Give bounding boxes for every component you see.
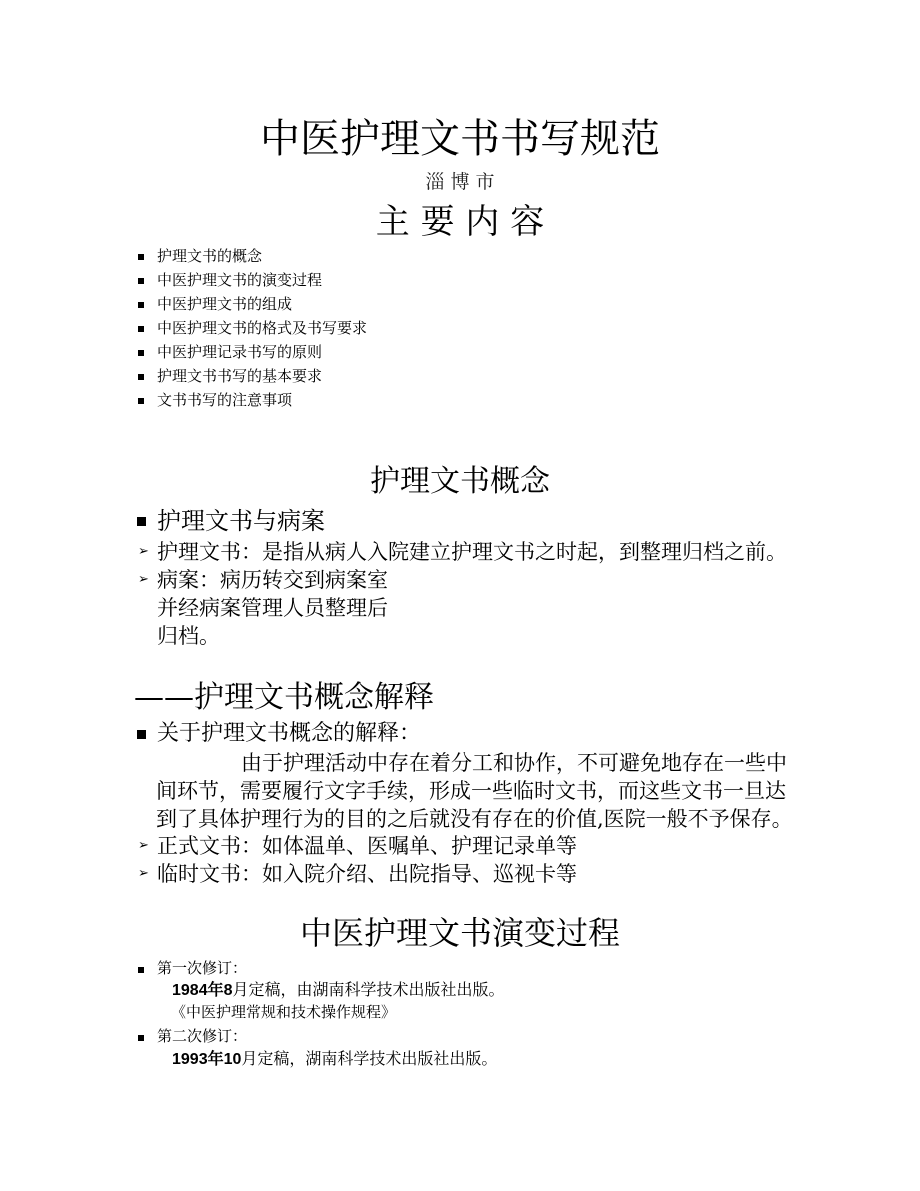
revision2-month: 10: [223, 1051, 242, 1068]
section2-paragraph-line: 到了具体护理行为的目的之后就没有存在的价值,医院一般不予保存。: [156, 807, 793, 831]
bullet-square-icon: [138, 254, 144, 260]
revision2-detail: [172, 1049, 497, 1070]
revision1-detail: [172, 980, 505, 1001]
arrow-bullet-icon: ➢: [138, 544, 149, 559]
contents-item: 护理文书的概念: [157, 247, 263, 265]
revision1-rest: 月定稿，由湖南科学技术出版社出版。: [232, 980, 505, 999]
revision1-book-title: 《中医护理常规和技术操作规程》: [171, 1003, 397, 1021]
section1-bullet: 护理文书与病案: [157, 507, 325, 535]
bullet-square-icon: [138, 326, 144, 332]
section2-formal-docs: 正式文书：如体温单、医嘱单、护理记录单等: [157, 834, 577, 858]
revision1-year-unit: 年: [207, 980, 224, 999]
contents-item: 护理文书书写的基本要求: [157, 367, 323, 385]
contents-item: 中医护理文书的演变过程: [157, 271, 323, 289]
contents-item: 中医护理文书的组成: [157, 295, 293, 313]
contents-item: 中医护理记录书写的原则: [157, 343, 323, 361]
revision2-year: 1993: [172, 1051, 208, 1068]
section1-definition-case-line: 并经病案管理人员整理后: [157, 596, 388, 620]
document-title: 中医护理文书书写规范: [260, 116, 660, 162]
revision1-year: 1984: [172, 982, 208, 999]
bullet-square-icon: [138, 398, 144, 404]
section-heading-explanation: ——护理文书概念解释: [134, 680, 434, 715]
bullet-square-icon: [137, 517, 146, 526]
bullet-square-icon: [138, 278, 144, 284]
section1-definition-nursing: 护理文书：是指从病人入院建立护理文书之时起，到整理归档之前。: [157, 540, 787, 564]
section2-paragraph-line: 间环节，需要履行文字手续，形成一些临时文书，而这些文书一旦达: [156, 779, 786, 803]
revision2-label: 第二次修订：: [157, 1027, 248, 1045]
arrow-bullet-icon: ➢: [138, 838, 149, 853]
section1-definition-case-line: 归档。: [157, 624, 220, 648]
bullet-square-icon: [138, 350, 144, 356]
bullet-square-icon: [138, 374, 144, 380]
contents-item: 中医护理文书的格式及书写要求: [157, 319, 368, 337]
arrow-bullet-icon: ➢: [138, 572, 149, 587]
section2-paragraph-line: 由于护理活动中存在着分工和协作，不可避免地存在一些中: [241, 751, 787, 775]
contents-item: 文书书写的注意事项: [157, 391, 293, 409]
revision2-rest: 月定稿，湖南科学技术出版社出版。: [241, 1049, 498, 1068]
revision2-year-unit: 年: [207, 1049, 224, 1068]
section1-definition-case-line: 病案：病历转交到病案室: [157, 568, 388, 592]
arrow-bullet-icon: ➢: [138, 866, 149, 881]
bullet-square-icon: [137, 730, 146, 739]
document-subtitle: 淄 博 市: [425, 171, 495, 193]
bullet-square-icon: [138, 1035, 144, 1041]
contents-heading: 主 要 内 容: [375, 202, 545, 242]
bullet-square-icon: [138, 302, 144, 308]
section2-bullet: 关于护理文书概念的解释：: [157, 721, 422, 746]
revision1-label: 第一次修订：: [157, 959, 248, 977]
revision1-month: 8: [223, 982, 233, 999]
section-heading-evolution: 中医护理文书演变过程: [299, 914, 620, 952]
section2-temporary-docs: 临时文书：如入院介绍、出院指导、巡视卡等: [157, 862, 577, 886]
bullet-square-icon: [138, 967, 144, 973]
section-heading-concept: 护理文书概念: [370, 464, 550, 499]
